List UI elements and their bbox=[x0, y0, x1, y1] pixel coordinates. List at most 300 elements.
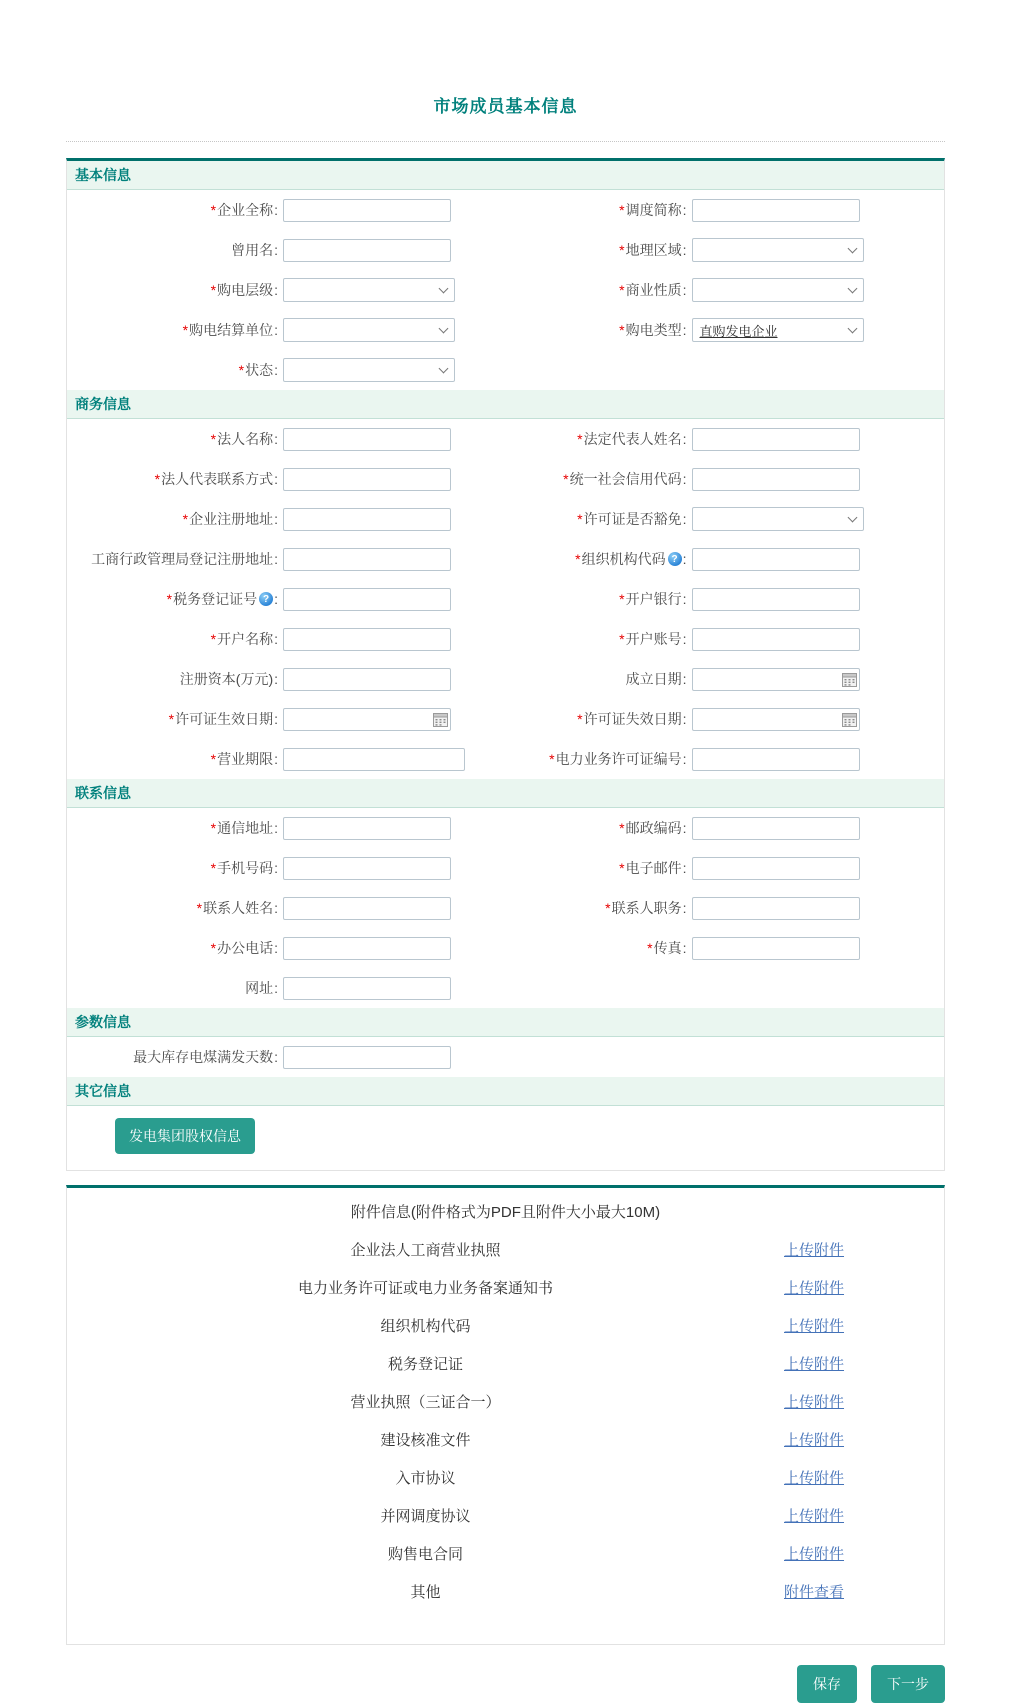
website-input[interactable] bbox=[283, 977, 451, 1000]
org-code-input[interactable] bbox=[692, 548, 860, 571]
attachment-label: 入市协议 bbox=[395, 1469, 456, 1487]
attachment-action-column bbox=[784, 1429, 944, 1450]
field-label-text: 企业注册地址 bbox=[189, 511, 274, 527]
calendar-icon[interactable] bbox=[842, 712, 857, 727]
email-input[interactable] bbox=[692, 857, 860, 880]
upload-attachment-link[interactable]: 上传附件 bbox=[784, 1279, 845, 1297]
company-full-name-input[interactable] bbox=[283, 199, 451, 222]
field-label-text: 网址 bbox=[245, 980, 274, 996]
form-cell bbox=[67, 628, 506, 651]
required-asterisk: * bbox=[619, 591, 625, 607]
attachment-label: 电力业务许可证或电力业务备案通知书 bbox=[297, 1279, 553, 1297]
website-label bbox=[67, 978, 280, 998]
required-asterisk: * bbox=[182, 511, 189, 527]
upload-attachment-link[interactable]: 上传附件 bbox=[784, 1431, 845, 1449]
field-label-text: 许可证是否豁免 bbox=[583, 511, 682, 527]
field-label-text: 传真 bbox=[653, 940, 682, 956]
unified-social-credit-code-input[interactable] bbox=[692, 468, 860, 491]
field-label-text: 购电层级 bbox=[217, 282, 274, 298]
required-asterisk: * bbox=[210, 751, 217, 767]
chevron-down-icon bbox=[439, 323, 449, 333]
field-label-text: 注册资本(万元) bbox=[179, 671, 274, 687]
section-header-3: 参数信息 bbox=[67, 1008, 944, 1037]
attachment-row bbox=[67, 1306, 944, 1344]
label-colon: : bbox=[682, 202, 687, 218]
form-row bbox=[67, 619, 944, 659]
attachment-row bbox=[67, 1458, 944, 1496]
business-nature-select[interactable] bbox=[692, 278, 864, 302]
form-row bbox=[67, 270, 944, 310]
label-colon: : bbox=[682, 940, 687, 956]
field-label-text: 法人代表联系方式 bbox=[161, 471, 274, 487]
form-cell bbox=[506, 668, 945, 691]
purchase-type-label bbox=[506, 320, 689, 340]
power-purchase-level-select[interactable] bbox=[283, 278, 455, 302]
field-label-text: 电力业务许可证编号 bbox=[555, 751, 682, 767]
required-asterisk: * bbox=[619, 860, 625, 876]
required-asterisk: * bbox=[210, 860, 217, 876]
attachment-label: 并网调度协议 bbox=[380, 1507, 471, 1525]
business-nature-label bbox=[506, 280, 689, 300]
chevron-down-icon bbox=[439, 283, 449, 293]
form-row bbox=[67, 888, 944, 928]
power-business-license-no-input[interactable] bbox=[692, 748, 860, 771]
required-asterisk: * bbox=[154, 471, 161, 487]
form-cell bbox=[67, 708, 506, 731]
form-cell bbox=[67, 508, 506, 531]
view-attachment-link[interactable]: 附件查看 bbox=[784, 1583, 845, 1601]
attachment-label: 组织机构代码 bbox=[380, 1317, 471, 1335]
label-colon: : bbox=[682, 282, 687, 298]
former-name-input[interactable] bbox=[283, 239, 451, 262]
required-asterisk: * bbox=[210, 282, 217, 298]
business-term-input[interactable] bbox=[283, 748, 465, 771]
upload-attachment-link[interactable]: 上传附件 bbox=[784, 1241, 845, 1259]
required-asterisk: * bbox=[210, 820, 217, 836]
settlement-unit-label bbox=[67, 320, 280, 340]
form-cell bbox=[506, 857, 945, 880]
contact-title-input[interactable] bbox=[692, 897, 860, 920]
attachment-row bbox=[67, 1572, 944, 1610]
label-colon: : bbox=[682, 511, 687, 527]
required-asterisk: * bbox=[563, 471, 569, 487]
attachment-label: 营业执照（三证合一） bbox=[350, 1393, 501, 1411]
status-select[interactable] bbox=[283, 358, 455, 382]
tax-registration-no-input[interactable] bbox=[283, 588, 451, 611]
form-row bbox=[67, 579, 944, 619]
account-name-input[interactable] bbox=[283, 628, 451, 651]
form-row bbox=[67, 310, 944, 350]
attachment-row bbox=[67, 1496, 944, 1534]
required-asterisk: * bbox=[210, 631, 217, 647]
form-row bbox=[67, 848, 944, 888]
power-business-license-no-label bbox=[506, 749, 689, 769]
section-header-4: 其它信息 bbox=[67, 1077, 944, 1106]
form-cell bbox=[506, 748, 945, 771]
bank-name-label bbox=[506, 589, 689, 609]
required-asterisk: * bbox=[166, 591, 173, 607]
company-registered-address-input[interactable] bbox=[283, 508, 451, 531]
fax-label bbox=[506, 938, 689, 958]
form-cell bbox=[67, 897, 506, 920]
label-colon: : bbox=[682, 591, 687, 607]
geographic-region-label bbox=[506, 240, 689, 260]
form-cell bbox=[67, 468, 506, 491]
required-asterisk: * bbox=[182, 322, 189, 338]
title-divider bbox=[66, 141, 945, 142]
dispatch-short-name-label bbox=[506, 200, 689, 220]
required-asterisk: * bbox=[210, 940, 217, 956]
form-cell bbox=[67, 278, 506, 302]
license-expiry-date-input[interactable] bbox=[692, 708, 860, 731]
label-colon: : bbox=[682, 551, 687, 567]
office-phone-input[interactable] bbox=[283, 937, 451, 960]
postal-code-label bbox=[506, 818, 689, 838]
email-label bbox=[506, 858, 689, 878]
required-asterisk: * bbox=[619, 820, 625, 836]
required-asterisk: * bbox=[619, 631, 625, 647]
label-colon: : bbox=[682, 900, 687, 916]
generation-group-equity-button[interactable]: 发电集团股权信息 bbox=[115, 1118, 255, 1154]
field-label-text: 组织机构代码 bbox=[581, 551, 666, 567]
form-row bbox=[67, 1037, 944, 1077]
required-asterisk: * bbox=[577, 431, 583, 447]
form-cell bbox=[506, 548, 945, 571]
label-colon: : bbox=[682, 242, 687, 258]
attachment-action-column bbox=[784, 1505, 944, 1526]
label-colon: : bbox=[274, 940, 278, 956]
required-asterisk: * bbox=[196, 900, 203, 916]
aic-registered-address-input[interactable] bbox=[283, 548, 451, 571]
aic-registered-address-label bbox=[67, 549, 280, 569]
license-effective-date-label bbox=[67, 709, 280, 729]
tax-registration-no-label bbox=[67, 589, 280, 609]
select-value: 直购发电企业 bbox=[699, 323, 778, 339]
form-cell bbox=[67, 668, 506, 691]
section-header-0: 基本信息 bbox=[67, 161, 944, 190]
form-cell bbox=[506, 588, 945, 611]
field-label-text: 许可证生效日期 bbox=[175, 711, 274, 727]
form-row bbox=[67, 659, 944, 699]
label-colon: : bbox=[274, 860, 278, 876]
field-label-text: 开户名称 bbox=[217, 631, 274, 647]
upload-attachment-link[interactable]: 上传附件 bbox=[784, 1507, 845, 1525]
form-row bbox=[67, 499, 944, 539]
attachment-row bbox=[67, 1382, 944, 1420]
contact-name-label bbox=[67, 898, 280, 918]
unified-social-credit-code-label bbox=[506, 469, 689, 489]
form-cell bbox=[506, 507, 945, 531]
form-cell bbox=[506, 199, 945, 222]
label-colon: : bbox=[274, 631, 278, 647]
field-label-text: 营业期限 bbox=[217, 751, 274, 767]
attachment-action-column bbox=[784, 1239, 944, 1260]
form-row bbox=[67, 928, 944, 968]
field-label-text: 电子邮件 bbox=[625, 860, 682, 876]
chevron-down-icon bbox=[439, 363, 449, 373]
former-name-label bbox=[67, 240, 280, 260]
required-asterisk: * bbox=[168, 711, 175, 727]
mobile-number-input[interactable] bbox=[283, 857, 451, 880]
field-label-text: 手机号码 bbox=[217, 860, 274, 876]
form-cell bbox=[67, 428, 506, 451]
member-form-panel bbox=[66, 158, 945, 1171]
upload-attachment-link[interactable]: 上传附件 bbox=[784, 1355, 845, 1373]
mobile-number-label bbox=[67, 858, 280, 878]
field-label-text: 通信地址 bbox=[217, 820, 274, 836]
section-header-2: 联系信息 bbox=[67, 779, 944, 808]
field-label-text: 税务登记证号 bbox=[173, 591, 258, 607]
registered-capital-input[interactable] bbox=[283, 668, 451, 691]
form-row bbox=[67, 190, 944, 230]
company-registered-address-label bbox=[67, 509, 280, 529]
field-label-text: 工商行政管理局登记注册地址 bbox=[91, 551, 274, 567]
attachment-label: 税务登记证 bbox=[387, 1355, 463, 1373]
form-cell bbox=[67, 199, 506, 222]
field-label-text: 法定代表人姓名 bbox=[583, 431, 682, 447]
status-label bbox=[67, 360, 280, 380]
fax-input[interactable] bbox=[692, 937, 860, 960]
label-colon: : bbox=[682, 711, 687, 727]
label-colon: : bbox=[682, 751, 687, 767]
form-cell bbox=[67, 318, 506, 342]
required-asterisk: * bbox=[210, 202, 217, 218]
label-colon: : bbox=[274, 322, 278, 338]
label-colon: : bbox=[682, 431, 687, 447]
postal-code-input[interactable] bbox=[692, 817, 860, 840]
purchase-type-select[interactable] bbox=[692, 318, 864, 342]
form-cell bbox=[67, 239, 506, 262]
field-label-text: 联系人姓名 bbox=[203, 900, 274, 916]
form-cell bbox=[506, 238, 945, 262]
calendar-icon[interactable] bbox=[433, 712, 448, 727]
field-label-text: 调度简称 bbox=[625, 202, 682, 218]
attachments-panel bbox=[66, 1185, 945, 1645]
license-effective-date-input[interactable] bbox=[283, 708, 451, 731]
company-full-name-label bbox=[67, 200, 280, 220]
field-label-text: 成立日期 bbox=[625, 671, 682, 687]
form-cell bbox=[506, 468, 945, 491]
account-number-label bbox=[506, 629, 689, 649]
form-row bbox=[67, 230, 944, 270]
attachment-label: 购售电合同 bbox=[387, 1545, 463, 1563]
legal-rep-contact-label bbox=[67, 469, 280, 489]
field-label-text: 地理区域 bbox=[625, 242, 682, 258]
form-row bbox=[67, 739, 944, 779]
help-icon[interactable]: ? bbox=[668, 552, 682, 566]
account-number-input[interactable] bbox=[692, 628, 860, 651]
legal-entity-name-label bbox=[67, 429, 280, 449]
attachment-label: 企业法人工商营业执照 bbox=[350, 1241, 501, 1259]
form-row bbox=[67, 350, 944, 390]
required-asterisk: * bbox=[619, 282, 625, 298]
field-label-text: 曾用名 bbox=[231, 242, 274, 258]
required-asterisk: * bbox=[549, 751, 555, 767]
label-colon: : bbox=[682, 631, 687, 647]
establish-date-label bbox=[506, 669, 689, 689]
label-colon: : bbox=[274, 471, 278, 487]
calendar-icon[interactable] bbox=[842, 672, 857, 687]
field-label-text: 统一社会信用代码 bbox=[569, 471, 682, 487]
form-cell bbox=[67, 748, 506, 771]
field-label-text: 企业全称 bbox=[217, 202, 274, 218]
required-asterisk: * bbox=[619, 322, 625, 338]
field-label-text: 商业性质 bbox=[625, 282, 682, 298]
label-colon: : bbox=[274, 591, 278, 607]
attachment-action-column bbox=[784, 1467, 944, 1488]
label-colon: : bbox=[682, 671, 687, 687]
form-row bbox=[67, 459, 944, 499]
form-cell bbox=[67, 977, 506, 1000]
geographic-region-select[interactable] bbox=[692, 238, 864, 262]
upload-attachment-link[interactable]: 上传附件 bbox=[784, 1469, 845, 1487]
form-cell bbox=[506, 318, 945, 342]
field-label-text: 状态 bbox=[245, 362, 274, 378]
required-asterisk: * bbox=[619, 202, 625, 218]
chevron-down-icon bbox=[847, 512, 857, 522]
field-label-text: 邮政编码 bbox=[625, 820, 682, 836]
upload-attachment-link[interactable]: 上传附件 bbox=[784, 1317, 845, 1335]
form-row bbox=[67, 699, 944, 739]
registered-capital-label bbox=[67, 669, 280, 689]
settlement-unit-select[interactable] bbox=[283, 318, 455, 342]
required-asterisk: * bbox=[577, 511, 583, 527]
form-row bbox=[67, 968, 944, 1008]
attachment-label: 建设核准文件 bbox=[380, 1431, 471, 1449]
office-phone-label bbox=[67, 938, 280, 958]
save-button[interactable]: 保存 bbox=[797, 1665, 857, 1703]
label-colon: : bbox=[682, 471, 687, 487]
form-cell bbox=[67, 548, 506, 571]
mailing-address-input[interactable] bbox=[283, 817, 451, 840]
label-colon: : bbox=[274, 551, 278, 567]
label-colon: : bbox=[274, 511, 278, 527]
form-cell bbox=[506, 428, 945, 451]
attachment-row bbox=[67, 1420, 944, 1458]
license-effective-date-field bbox=[283, 708, 451, 731]
power-purchase-level-label bbox=[67, 280, 280, 300]
max-coal-stock-days-input[interactable] bbox=[283, 1046, 451, 1069]
form-cell bbox=[506, 708, 945, 731]
label-colon: : bbox=[274, 711, 278, 727]
footer-actions bbox=[0, 1665, 945, 1703]
chevron-down-icon bbox=[847, 243, 857, 253]
mailing-address-label bbox=[67, 818, 280, 838]
form-cell bbox=[67, 588, 506, 611]
field-label-text: 法人名称 bbox=[217, 431, 274, 447]
required-asterisk: * bbox=[605, 900, 611, 916]
label-colon: : bbox=[274, 1049, 278, 1065]
required-asterisk: * bbox=[210, 431, 217, 447]
chevron-down-icon bbox=[847, 283, 857, 293]
form-cell bbox=[67, 358, 506, 382]
label-colon: : bbox=[682, 820, 687, 836]
account-name-label bbox=[67, 629, 280, 649]
attachment-label: 其他 bbox=[410, 1583, 441, 1601]
label-colon: : bbox=[274, 671, 278, 687]
form-cell bbox=[67, 937, 506, 960]
dispatch-short-name-input[interactable] bbox=[692, 199, 860, 222]
label-colon: : bbox=[274, 242, 278, 258]
upload-attachment-link[interactable]: 上传附件 bbox=[784, 1393, 845, 1411]
form-cell bbox=[506, 937, 945, 960]
form-cell bbox=[67, 857, 506, 880]
upload-attachment-link[interactable]: 上传附件 bbox=[784, 1545, 845, 1563]
attachment-action-column bbox=[784, 1543, 944, 1564]
establish-date-field bbox=[692, 668, 860, 691]
label-colon: : bbox=[682, 322, 687, 338]
attachments-list bbox=[67, 1230, 944, 1644]
form-cell bbox=[506, 817, 945, 840]
form-cell bbox=[506, 278, 945, 302]
license-exempt-select[interactable] bbox=[692, 507, 864, 531]
max-coal-stock-days-label bbox=[67, 1047, 280, 1067]
legal-entity-name-input[interactable] bbox=[283, 428, 451, 451]
page-title: 市场成员基本信息 bbox=[433, 97, 578, 116]
label-colon: : bbox=[274, 980, 278, 996]
label-colon: : bbox=[274, 202, 278, 218]
label-colon: : bbox=[274, 820, 278, 836]
label-colon: : bbox=[274, 362, 278, 378]
required-asterisk: * bbox=[577, 711, 583, 727]
attachments-header: 附件信息(附件格式为PDF且附件大小最大10M) bbox=[350, 1204, 661, 1221]
contact-name-input[interactable] bbox=[283, 897, 451, 920]
attachment-row bbox=[67, 1344, 944, 1382]
field-label-text: 办公电话 bbox=[217, 940, 274, 956]
form-cell bbox=[506, 897, 945, 920]
field-label-text: 购电类型 bbox=[625, 322, 682, 338]
attachment-action-column bbox=[784, 1581, 944, 1602]
contact-title-label bbox=[506, 898, 689, 918]
field-label-text: 许可证失效日期 bbox=[583, 711, 682, 727]
required-asterisk: * bbox=[238, 362, 245, 378]
bank-name-input[interactable] bbox=[692, 588, 860, 611]
required-asterisk: * bbox=[619, 242, 625, 258]
section-header-1: 商务信息 bbox=[67, 390, 944, 419]
label-colon: : bbox=[274, 431, 278, 447]
label-colon: : bbox=[274, 751, 278, 767]
form-row bbox=[67, 419, 944, 459]
business-term-label bbox=[67, 749, 280, 769]
attachment-action-column bbox=[784, 1277, 944, 1298]
field-label-text: 联系人职务 bbox=[611, 900, 682, 916]
form-cell bbox=[67, 817, 506, 840]
legal-rep-name-input[interactable] bbox=[692, 428, 860, 451]
help-icon[interactable]: ? bbox=[259, 592, 273, 606]
chevron-down-icon bbox=[847, 323, 857, 333]
attachment-action-column bbox=[784, 1353, 944, 1374]
form-sections bbox=[67, 161, 944, 1170]
attachment-action-column bbox=[784, 1315, 944, 1336]
next-step-button[interactable]: 下一步 bbox=[871, 1665, 945, 1703]
field-label-text: 开户账号 bbox=[625, 631, 682, 647]
attachment-action-column bbox=[784, 1391, 944, 1412]
form-cell bbox=[67, 1046, 506, 1069]
label-colon: : bbox=[274, 900, 278, 916]
license-exempt-label bbox=[506, 509, 689, 529]
legal-rep-contact-input[interactable] bbox=[283, 468, 451, 491]
field-label-text: 购电结算单位 bbox=[189, 322, 274, 338]
attachment-row bbox=[67, 1534, 944, 1572]
establish-date-input[interactable] bbox=[692, 668, 860, 691]
field-label-text: 开户银行 bbox=[625, 591, 682, 607]
form-row bbox=[67, 808, 944, 848]
required-asterisk: * bbox=[575, 551, 581, 567]
label-colon: : bbox=[274, 282, 278, 298]
field-label-text: 最大库存电煤满发天数 bbox=[133, 1049, 274, 1065]
form-cell bbox=[506, 628, 945, 651]
form-row bbox=[67, 539, 944, 579]
